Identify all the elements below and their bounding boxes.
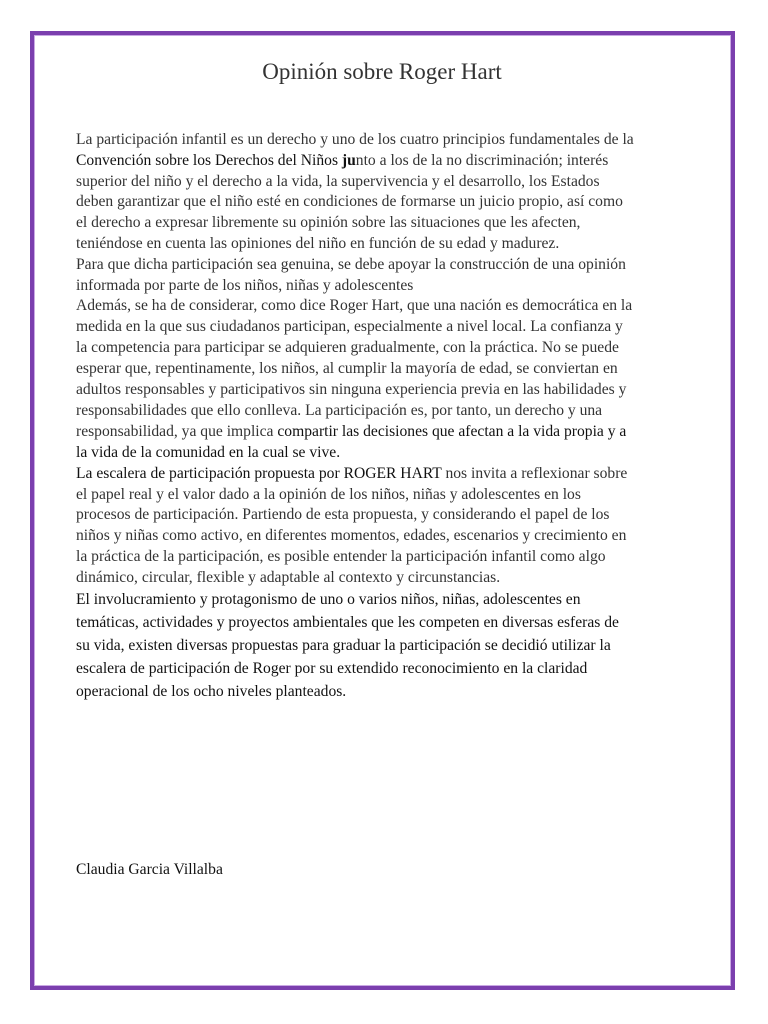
paragraph-4-text-b: nos invita a reflexionar sobre el papel real y el valor dado a la opinión de los niños, niñas y adolescentes en los procesos de participación. Partiendo de esta propuesta, y considerando el papel de los niños y niñas como activo, en diferentes momentos, edades, escenarios y crecimiento en la práctica de la participación, es posible entender la participación infantil como algo dinámico, circular, flexible y adaptable al contexto y circunstancias. — [76, 464, 628, 587]
paragraph-3 — [76, 296, 636, 463]
bold-fragment: ju — [341, 151, 356, 169]
document-body — [76, 130, 636, 704]
paragraph-3-text-a: Además, se ha de considerar, como dice Roger Hart, que una nación es democrática en la medida en la que sus ciudadanos participan, especialmente a nivel local. La confianza y la competencia para participar se adquieren gradualmente, con la práctica. No se puede esperar que, repentinamente, los niños, al cumplir la mayoría de edad, se conviertan en adultos responsables y participativos sin ninguna experiencia previa en las habilidades y responsabilidades que ello conlleva. La participación es, por tanto, un derecho y una responsabilidad, ya que implica — [76, 297, 633, 440]
paragraph-1-text-b: nto a los de la no discriminación; interés superior del niño y el derecho a la vida, la supervivencia y el desarrollo, los Estados deben garantizar que el niño esté en condiciones de formarse un juicio propio, así como el derecho a expresar libremente su opinión sobre las situaciones que les afecten, teniéndose en cuenta las opiniones del niño en función de su edad y madurez. — [76, 151, 623, 252]
paragraph-4 — [76, 464, 636, 589]
paragraph-5: El involucramiento y protagonismo de uno o varios niños, niñas, adolescentes en temáticas, actividades y proyectos ambientales que les competen en diversas esferas de su vida, existen diversas propuestas para graduar la participación se decidió utilizar la escalera de participación de Roger por su extendido reconocimiento en la claridad operacional de los ocho niveles planteados. — [76, 591, 619, 700]
paragraph-1 — [76, 130, 636, 255]
document-title: Opinión sobre Roger Hart — [262, 59, 502, 84]
paragraph-3-highlight: compartir las decisiones que afectan a la vida propia y a la vida de la comunidad en la cual se vive. — [76, 422, 627, 461]
paragraph-4-text-a: La escalera de participación propuesta por — [76, 464, 344, 482]
paragraph-2: Para que dicha participación sea genuina, se debe apoyar la construcción de una opinión informada por parte de los niños, niñas y adolescentes — [76, 255, 626, 294]
roger-hart-name: ROGER HART — [343, 464, 442, 482]
author-signature: Claudia Garcia Villalba — [76, 861, 223, 878]
paragraph-1-text-a: La participación infantil es un derecho y uno de los cuatro principios fundamentales de la — [76, 131, 634, 148]
convention-name: Convención sobre los Derechos del Niños — [76, 151, 342, 169]
